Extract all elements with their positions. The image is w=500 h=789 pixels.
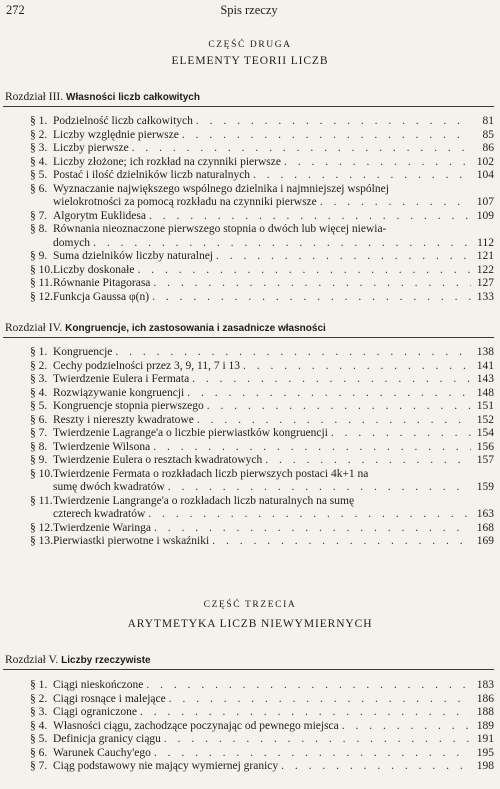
page-ref: 81 (482, 115, 494, 127)
entry-title: Reszty i niereszty kwadratowe (53, 413, 194, 426)
dot-leader (115, 346, 471, 360)
page-ref: 112 (477, 236, 494, 249)
page-ref: 186 (476, 692, 494, 705)
section-number: § 5. (30, 400, 48, 412)
chapter-4-rule (3, 337, 494, 338)
part-three-title: ARYTMETYKA LICZB NIEWYMIERNYCH (127, 618, 373, 630)
section-number: § 8. (30, 223, 48, 235)
entry-title: Liczby pierwsze (53, 142, 129, 154)
dot-leader (331, 427, 471, 441)
dot-leader (93, 237, 471, 251)
page-ref: 133 (476, 290, 494, 303)
dot-leader (284, 156, 471, 170)
page-ref: 168 (476, 521, 494, 534)
page-ref: 141 (476, 359, 494, 372)
page-ref: 102 (476, 155, 494, 168)
dot-leader (154, 747, 471, 761)
dot-leader (216, 250, 471, 264)
page-ref: 156 (476, 440, 494, 453)
section-number: § 7. (30, 760, 48, 772)
running-title: Spis rzeczy (220, 3, 278, 17)
entry-title: Ciągi ograniczone (53, 706, 137, 718)
section-number: § 3. (30, 142, 48, 154)
entry-title: Podzielność liczb całkowitych (53, 115, 193, 127)
page-ref: 189 (476, 719, 494, 732)
section-number: § 2. (30, 692, 48, 705)
dot-leader (164, 733, 471, 747)
dot-leader (281, 760, 471, 774)
entry-title-line: Twierdzenie Langrange'a o rozkładach liczb naturalnych na sumę (53, 494, 355, 507)
entry-title-line: Wyznaczanie największego wspólnego dzielnika i najmniejszej wspólnej (53, 182, 389, 195)
dot-leader (182, 129, 471, 143)
page-ref: 151 (476, 400, 494, 412)
chapter-4-heading (5, 322, 494, 334)
page-header (6, 3, 492, 19)
dot-leader (148, 508, 471, 522)
dot-leader (192, 373, 471, 387)
chapter-3-title: Własności liczb całkowitych (66, 92, 200, 103)
page-ref: 148 (476, 386, 494, 399)
section-number: § 7. (30, 209, 48, 222)
dot-leader (132, 142, 471, 156)
page-ref: 183 (476, 679, 494, 691)
page-ref: 191 (476, 733, 494, 745)
dot-leader (320, 196, 471, 210)
section-number: § 11. (30, 277, 53, 289)
section-number: § 8. (30, 440, 48, 453)
entry-title: Kongruencje (53, 346, 113, 358)
dot-leader (140, 706, 471, 720)
section-number: § 5. (30, 733, 48, 745)
entry-title: Ciągi rosnące i malejące (53, 692, 166, 705)
page-ref: 157 (476, 454, 494, 466)
section-number: § 1. (30, 115, 48, 127)
entry-title: Warunek Cauchy'ego (53, 746, 151, 759)
page-ref: 198 (476, 760, 494, 772)
entry-title: Postać i ilość dzielników liczb naturalnych (53, 169, 251, 181)
page-ref: 86 (482, 142, 494, 154)
section-number: § 4. (30, 155, 48, 168)
chapter-3-heading (5, 91, 494, 103)
entry-title: Kongruencje stopnia pierwszego (53, 400, 204, 412)
entry-title: Twierdzenie Lagrange'a o liczbie pierwiastków kongruencji (53, 427, 328, 439)
entry-title: Ciągi nieskończone (53, 679, 144, 691)
dot-leader (137, 264, 471, 278)
section-number: § 2. (30, 128, 48, 141)
entry-title: Suma dzielników liczby naturalnej (53, 250, 213, 262)
page-ref: 159 (476, 481, 494, 493)
page-ref: 127 (476, 277, 494, 289)
entry-title-line: Równania nieoznaczone pierwszego stopnia o dwóch lub więcej niewia- (53, 223, 387, 235)
dot-leader (197, 414, 471, 428)
part-three-label: CZĘŚĆ TRZECIA (203, 600, 297, 610)
page-ref: 143 (476, 373, 494, 385)
section-number: § 1. (30, 679, 48, 691)
chapter-4-prefix: Rozdział IV. (5, 322, 63, 334)
chapter-5-title: Liczby rzeczywiste (61, 655, 151, 666)
page-ref: 109 (476, 209, 494, 222)
dot-leader (168, 481, 471, 495)
page-ref: 163 (476, 508, 494, 520)
dot-leader (149, 210, 471, 224)
entry-title: Pierwiastki pierwotne i wskaźniki (53, 535, 210, 547)
page-ref: 104 (476, 169, 494, 181)
entry-title: Liczby złożone; ich rozkład na czynniki pierwsze (53, 155, 281, 168)
entry-title: Funkcja Gaussa φ(n) (53, 290, 150, 303)
dot-leader (207, 400, 471, 414)
section-number: § 10. (30, 467, 53, 480)
page-ref: 152 (476, 413, 494, 426)
part-two-label: CZĘŚĆ DRUGA (208, 40, 292, 50)
dot-leader (152, 291, 471, 305)
dot-leader (154, 522, 471, 536)
dot-leader (212, 535, 471, 549)
dot-leader (265, 454, 471, 468)
section-number: § 3. (30, 706, 48, 718)
section-number: § 1. (30, 346, 48, 358)
entry-title-line: Twierdzenie Fermata o rozkładach liczb pierwszych postaci 4k+1 na (53, 467, 369, 480)
dot-leader (243, 360, 471, 374)
entry-title: Twierdzenie Wilsona (53, 440, 151, 453)
page-number: 272 (6, 3, 25, 17)
dot-leader (153, 441, 471, 455)
section-number: § 12. (30, 290, 53, 303)
entry-title: Ciąg podstawowy nie mający wymiernej granicy (53, 760, 279, 772)
section-number: § 3. (30, 373, 48, 385)
entry-title: Cechy podzielności przez 3, 9, 11, 7 i 13 (53, 359, 241, 372)
page-ref: 121 (476, 250, 494, 262)
section-number: § 11. (30, 494, 53, 507)
chapter-5-prefix: Rozdział V. (5, 654, 59, 666)
section-number: § 4. (30, 386, 48, 399)
section-number: § 10. (30, 263, 53, 276)
dot-leader (146, 679, 471, 693)
dot-leader (153, 277, 471, 291)
section-number: § 2. (30, 359, 48, 372)
entry-title: Algorytm Euklidesa (53, 209, 146, 222)
page-ref: 138 (476, 346, 494, 358)
chapter-5-heading (5, 654, 494, 666)
dot-leader (169, 693, 471, 707)
entry-title: Twierdzenie Eulera o resztach kwadratowych (53, 454, 263, 466)
page-ref: 85 (482, 128, 494, 141)
section-number: § 12. (30, 521, 53, 534)
page-ref: 188 (476, 706, 494, 718)
page-ref: 122 (476, 263, 494, 276)
page-ref: 154 (476, 427, 494, 439)
entry-title: wielokrotności za pomocą rozkładu na czynniki pierwsze (53, 196, 317, 208)
entry-title: Definicja granicy ciągu (53, 733, 161, 745)
dot-leader (342, 720, 471, 734)
entry-title: Własności ciągu, zachodzące poczynając od pewnego miejsca (53, 719, 339, 732)
section-number: § 7. (30, 427, 48, 439)
entry-title: Równanie Pitagorasa (53, 277, 151, 289)
chapter-3-rule (3, 106, 494, 107)
section-number: § 6. (30, 746, 48, 759)
entry-title: Twierdzenie Waringa (53, 521, 151, 534)
section-number: § 9. (30, 454, 48, 466)
entry-title: Twierdzenie Eulera i Fermata (53, 373, 190, 385)
section-number: § 6. (30, 182, 48, 195)
page-ref: 169 (476, 535, 494, 547)
entry-title: domych (53, 236, 91, 249)
section-number: § 9. (30, 250, 48, 262)
chapter-5-rule (3, 669, 494, 670)
chapter-4-title: Kongruencje, ich zastosowania i zasadnicze własności (65, 323, 326, 334)
entry-title: Liczby doskonałe (53, 263, 135, 276)
section-number: § 5. (30, 169, 48, 181)
dot-leader (253, 169, 471, 183)
entry-title: Rozwiązywanie kongruencji (53, 386, 185, 399)
entry-title: sumę dwóch kwadratów (53, 481, 165, 493)
page-ref: 107 (476, 196, 494, 208)
dot-leader (196, 115, 471, 129)
entry-title: Liczby względnie pierwsze (53, 128, 179, 141)
section-number: § 6. (30, 413, 48, 426)
chapter-3-prefix: Rozdział III. (5, 91, 64, 103)
entry-title: czterech kwadratów (53, 508, 146, 520)
dot-leader (187, 387, 471, 401)
section-number: § 13. (30, 535, 53, 547)
page-ref: 195 (476, 746, 494, 759)
part-two-title: ELEMENTY TEORII LICZB (171, 55, 329, 67)
section-number: § 4. (30, 719, 48, 732)
